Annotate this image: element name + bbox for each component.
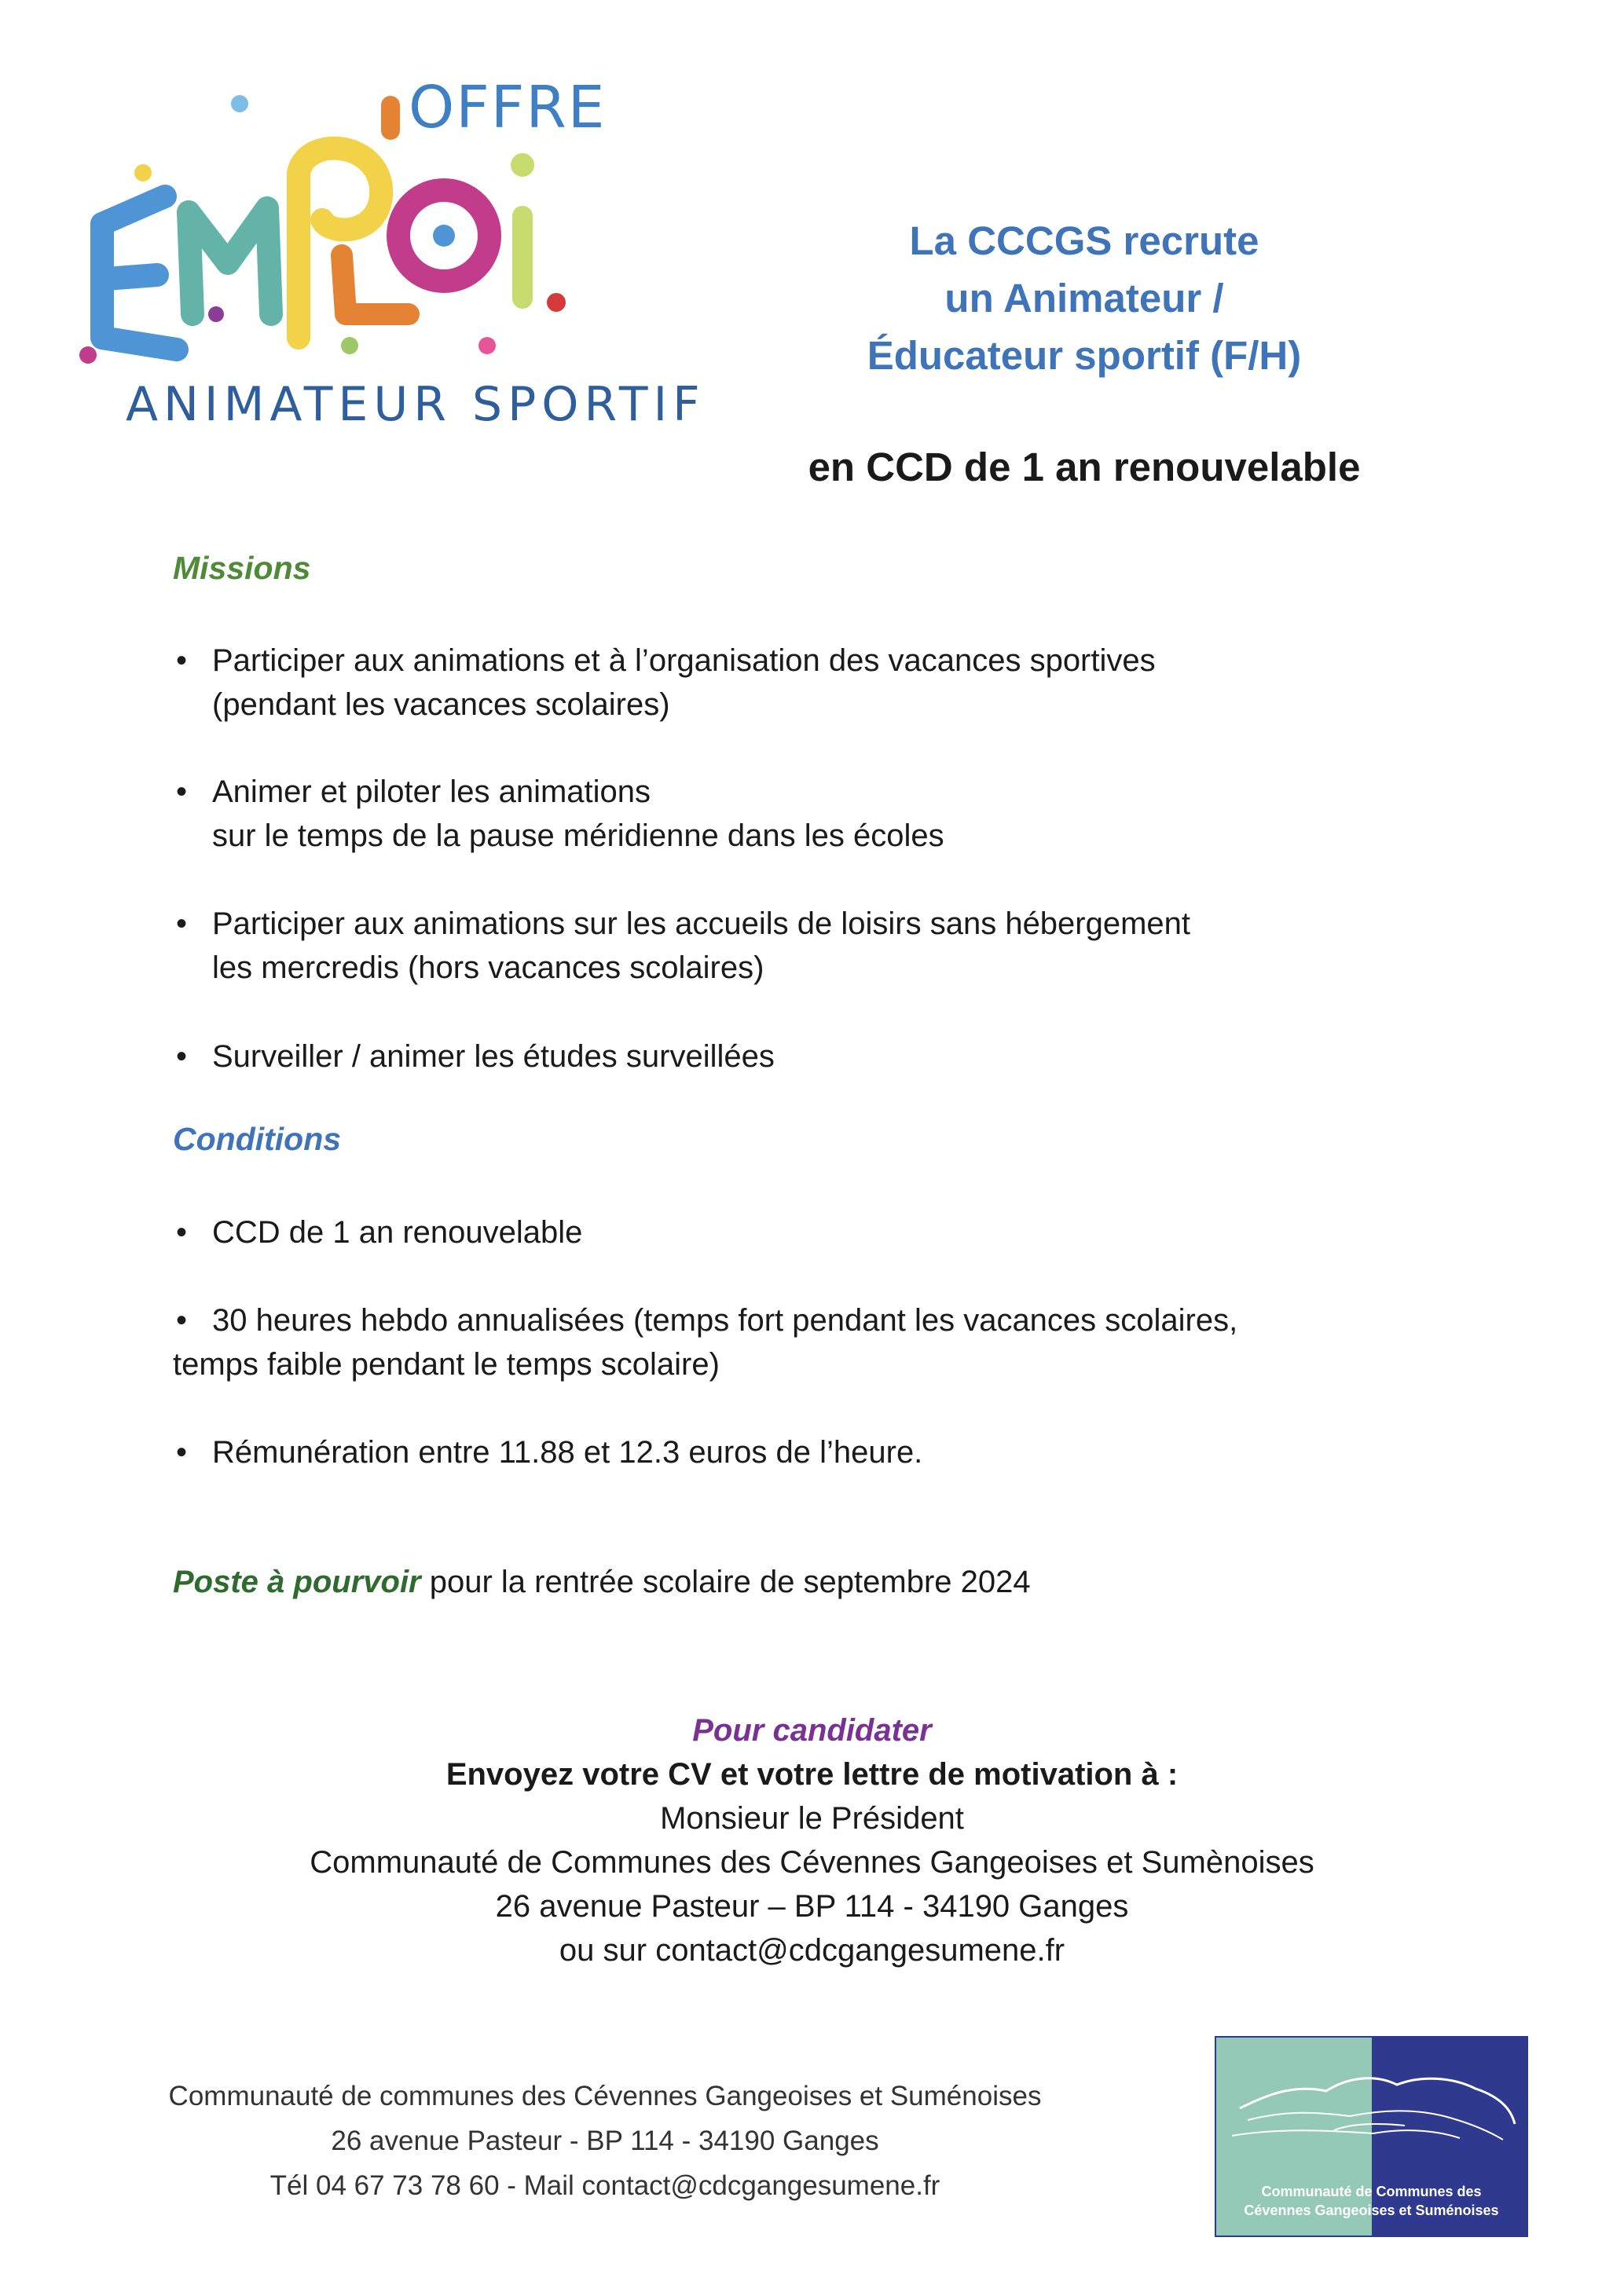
mission-item-line: Animer et piloter les animations <box>212 774 651 809</box>
condition-item <box>173 1430 1461 1474</box>
apply-organization: Communauté de Communes des Cévennes Gangeoises et Sumènoises <box>310 1845 1314 1880</box>
logo-letter-m <box>189 95 271 322</box>
bullet-icon: • <box>176 1435 188 1470</box>
bullet-icon: • <box>176 906 188 941</box>
missions-title: Missions <box>173 550 311 586</box>
mission-item <box>173 770 1461 858</box>
headline-line-2: un Animateur / <box>944 276 1224 320</box>
apply-recipient: Monsieur le Président <box>660 1801 964 1836</box>
position-start <box>173 1565 1031 1600</box>
community-logo-line-2: Cévennes Gangeoises et Suménoises <box>1244 2203 1499 2218</box>
footer-organization: Communauté de communes des Cévennes Gangeoises et Suménoises <box>168 2081 1042 2111</box>
apply-instruction: Envoyez votre CV et votre lettre de motivation à : <box>445 1757 1179 1792</box>
emploi-logo-graphic <box>71 74 706 440</box>
application-section <box>0 1708 1624 1972</box>
headline-line-3: Éducateur sportif (F/H) <box>867 333 1302 378</box>
footer-phone-mail: Tél 04 67 73 78 60 - Mail contact@cdcgangesumene.fr <box>269 2170 940 2201</box>
job-headline <box>731 212 1438 384</box>
conditions-title: Conditions <box>173 1121 342 1157</box>
mission-item <box>173 1034 1461 1078</box>
mission-item <box>173 639 1461 727</box>
condition-item <box>173 1298 1461 1386</box>
footer-address: 26 avenue Pasteur - BP 114 - 34190 Ganges <box>331 2126 879 2156</box>
logo-letter-o <box>398 190 496 354</box>
mission-item-line: sur le temps de la pause méridienne dans les écoles <box>212 818 944 853</box>
mission-item-line: Participer aux animations sur les accueils de loisirs sans hébergement <box>212 906 1191 941</box>
bullet-icon: • <box>176 1303 188 1338</box>
condition-item <box>173 1210 1461 1254</box>
logo-subtitle: ANIMATEUR SPORTIF <box>126 377 706 432</box>
apply-address: 26 avenue Pasteur – BP 114 - 34190 Ganges <box>495 1889 1129 1924</box>
condition-item-line: CCD de 1 an renouvelable <box>212 1215 583 1250</box>
mission-item-line: Participer aux animations et à l’organisation des vacances sportives <box>212 643 1156 678</box>
community-logo-line-1: Communauté de Communes des <box>1261 2184 1482 2199</box>
logo-offre-text: OFFRE <box>409 74 607 141</box>
mission-item <box>173 902 1461 990</box>
condition-item-line: temps faible pendant le temps scolaire) <box>173 1347 720 1382</box>
mission-item-line: les mercredis (hors vacances scolaires) <box>212 950 764 985</box>
bullet-icon: • <box>176 1039 188 1074</box>
emploi-logo <box>71 74 706 440</box>
community-logo-name <box>1216 2182 1527 2220</box>
logo-letter-e <box>102 164 177 350</box>
bullet-icon: • <box>176 774 188 809</box>
condition-item-line: 30 heures hebdo annualisées (temps fort pendant les vacances scolaires, <box>212 1303 1238 1338</box>
apply-email: ou sur contact@cdcgangesumene.fr <box>559 1933 1065 1968</box>
contract-type: en CCD de 1 an renouvelable <box>808 445 1361 489</box>
mission-item-line: (pendant les vacances scolaires) <box>212 687 670 722</box>
mission-item-line: Surveiller / animer les études surveillées <box>212 1039 775 1074</box>
bullet-icon: • <box>176 1215 188 1250</box>
bullet-icon: • <box>176 643 188 678</box>
position-label: Poste à pourvoir <box>173 1565 421 1599</box>
logo-letter-i <box>511 153 566 312</box>
footer-contact <box>79 2074 1131 2208</box>
headline-line-1: La CCCGS recrute <box>909 218 1259 263</box>
community-logo <box>1215 2036 1528 2237</box>
condition-item-line: Rémunération entre 11.88 et 12.3 euros de l’heure. <box>212 1435 923 1470</box>
apply-title: Pour candidater <box>692 1713 932 1748</box>
position-text: pour la rentrée scolaire de septembre 2024 <box>420 1565 1031 1599</box>
